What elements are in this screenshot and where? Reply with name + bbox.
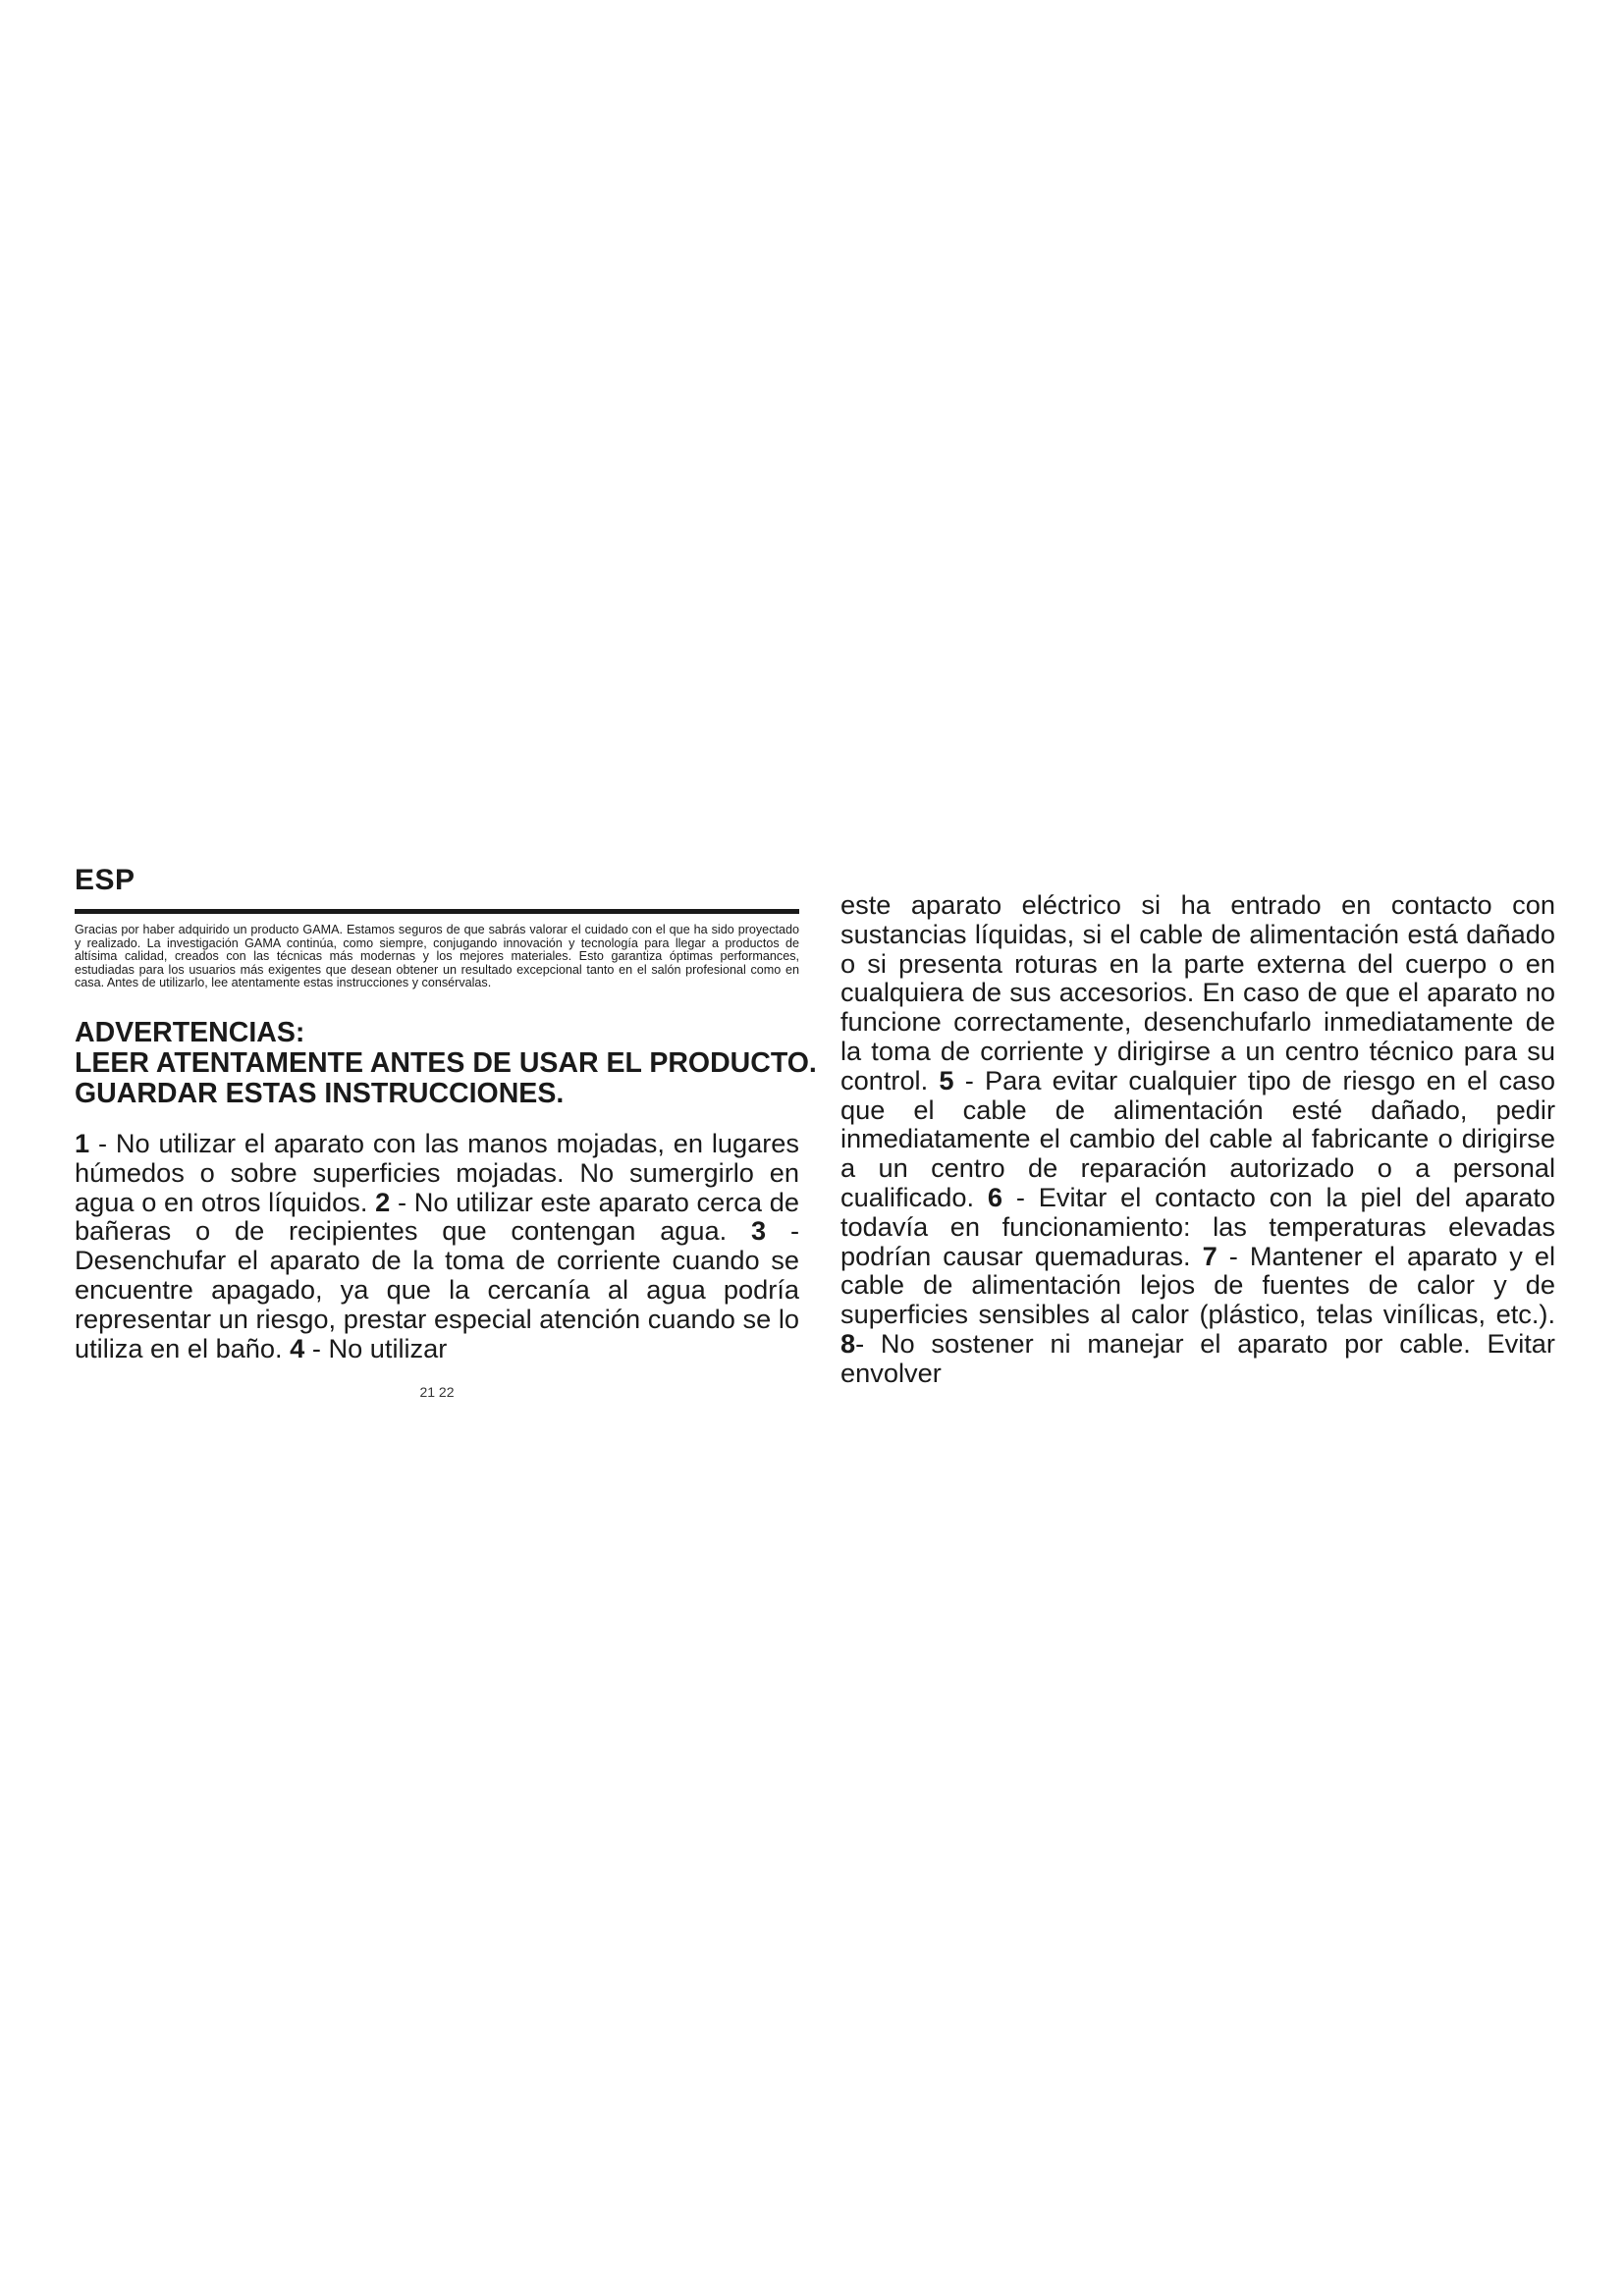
intro-paragraph: Gracias por haber adquirido un producto GAMA. Estamos seguros de que sabrás valorar el cuidado con el que ha sido proyectado y realizado. La investigación GAMA continúa, como siempre, conjugando innovación y tecnología para llegar a productos de altísima calidad, creados con las técnicas más modernas y los mejores materiales. Esto garantiza óptimas performances, estudiadas para los usuarios más exigentes que desean obtener un resultado excepcional tanto en el salón profesional como en casa. Antes de utilizarlo, lee atentamente estas instrucciones y consérvalas. — [75, 923, 799, 990]
item-number: 3 — [751, 1215, 767, 1247]
heading-rule — [75, 909, 799, 914]
warnings-title: ADVERTENCIAS: — [75, 1016, 305, 1048]
item-number: 8 — [840, 1327, 856, 1359]
left-page — [75, 864, 817, 1400]
item-number: 7 — [1202, 1240, 1218, 1271]
left-body-text — [75, 1129, 799, 1362]
right-page — [840, 890, 1555, 1388]
item-text: - No utilizar el aparato con las manos mojadas, en lugares húmedos o sobre superficies mojadas. No sumergirlo en agua o en otros líquidos. — [75, 1127, 799, 1217]
item-text: - No utilizar este aparato cerca de bañeras o de recipientes que contengan agua. — [75, 1186, 799, 1247]
item-text: - No sostener ni manejar el aparato por cable. Evitar envolver — [840, 1327, 1555, 1388]
continued-text: este aparato eléctrico si ha entrado en contacto con sustancias líquidas, si el cable de alimentación está dañado o si presenta roturas en la parte externa del cuerpo o en cualquiera de sus accesorios. En caso de que el aparato no funcione correctamente, desenchufarlo inmediatamente de la toma de corriente y dirigirse a un centro técnico para su control. — [840, 889, 1555, 1095]
warnings-read-carefully: LEER ATENTAMENTE ANTES DE USAR EL PRODUCTO. — [75, 1046, 817, 1079]
item-number: 5 — [939, 1064, 954, 1095]
language-code: ESP — [75, 864, 135, 896]
item-text: - Para evitar cualquier tipo de riesgo en el caso que el cable de alimentación esté dañado, pedir inmediatamente el cambio del cable al fabricante o dirigirse a un centro de reparación autorizado o a personal cualificado. — [840, 1064, 1555, 1212]
warnings-heading — [75, 1016, 817, 1109]
item-text: - Mantener el aparato y el cable de alimentación lejos de fuentes de calor y de superficies sensibles al calor (plástico, telas vinílicas, etc.). — [840, 1240, 1556, 1330]
page-numbers: 21 22 — [419, 1384, 455, 1400]
warnings-keep-instructions: GUARDAR ESTAS INSTRUCCIONES. — [75, 1077, 565, 1109]
item-number: 2 — [375, 1186, 391, 1217]
item-number: 6 — [987, 1181, 1002, 1212]
item-number: 4 — [290, 1332, 305, 1363]
item-text: - Desenchufar el aparato de la toma de corriente cuando se encuentre apagado, ya que la cercanía al agua podría representar un riesgo, prestar especial atención cuando se lo utiliza en el baño. — [75, 1215, 800, 1363]
item-number: 1 — [75, 1127, 90, 1158]
item-text: - Evitar el contacto con la piel del aparato todavía en funcionamiento: las temperaturas elevadas podrían causar quemaduras. — [840, 1181, 1555, 1271]
item-text: - No utilizar — [304, 1332, 448, 1363]
